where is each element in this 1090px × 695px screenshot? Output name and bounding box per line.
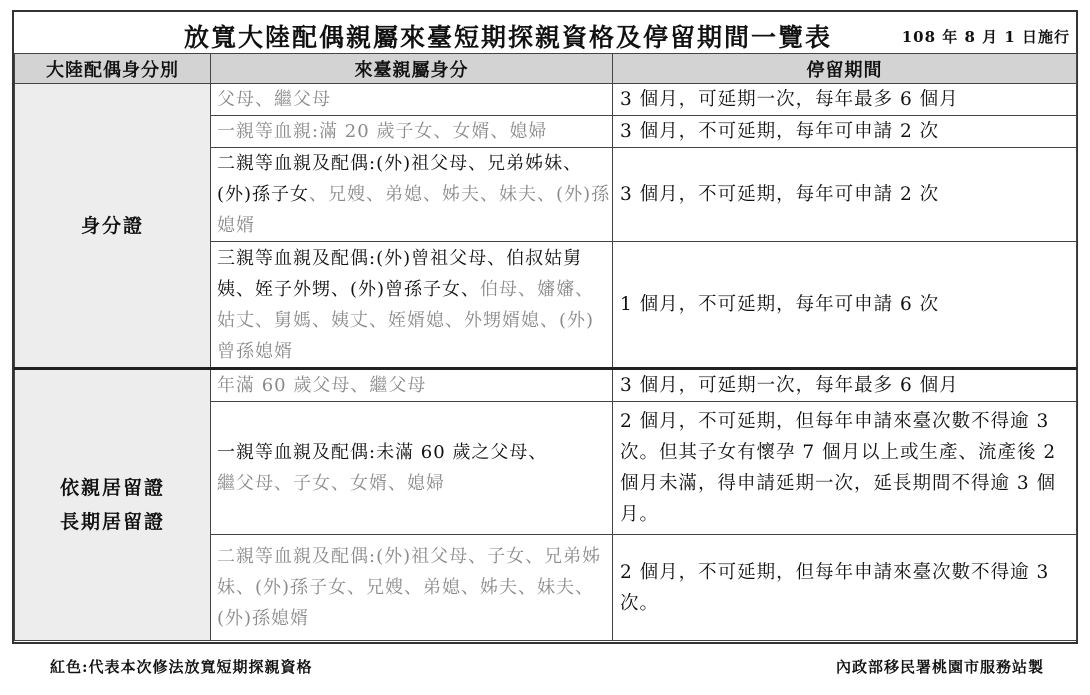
stay-cell: 3 個月，可延期一次，每年最多 6 個月 [613, 84, 1077, 116]
relative-text: 一親等血親及配偶:未滿 60 歲之父母、 [217, 442, 548, 463]
relative-text: 、女婿、媳婦 [433, 121, 548, 142]
relative-cell [211, 148, 613, 242]
relative-cell [211, 535, 613, 641]
header-stay-period: 停留期間 [613, 54, 1077, 84]
footer-producer: 內政部移民署桃園市服務站製 [835, 658, 1044, 676]
relative-text: 父母、繼父母 [217, 89, 331, 110]
page-title: 放寬大陸配偶親屬來臺短期探親資格及停留期間一覽表 [184, 23, 833, 52]
title-bar [14, 12, 1076, 53]
table-header-row [15, 54, 1077, 84]
eligibility-table [14, 53, 1077, 641]
header-relative-status: 來臺親屬身分 [211, 54, 613, 84]
relative-cell [211, 116, 613, 148]
relative-text: 一親等血親:滿 20 歲子女 [217, 121, 434, 142]
relative-text: 繼父母、子女、女婿、媳婦 [217, 473, 445, 494]
stay-cell: 1 個月，不可延期，每年可申請 6 次 [613, 242, 1077, 369]
header-spouse-status: 大陸配偶身分別 [15, 54, 211, 84]
relative-text: 年滿 60 歲父母、繼父母 [217, 375, 427, 396]
relative-cell [211, 242, 613, 369]
relative-text: 伯母、嬸嬸、姑丈、舅媽、姨丈、姪婿媳、外甥婿媳、(外)曾孫媳婿 [217, 278, 595, 362]
relative-cell [211, 84, 613, 116]
table-row [15, 84, 1077, 116]
relative-text: 、兄嫂、弟媳、姊夫、妹夫、(外)孫媳婿 [217, 184, 611, 236]
category-id-card: 身分證 [15, 84, 211, 369]
table-row [15, 369, 1077, 402]
stay-cell: 2 個月，不可延期，但每年申請來臺次數不得逾 3 次。 [613, 535, 1077, 641]
category-residence-permit [15, 369, 211, 641]
footer-legend: 紅色:代表本次修法放寬短期探親資格 [50, 658, 313, 676]
effective-date: 108 年 8 月 1 日施行 [901, 28, 1070, 46]
stay-cell: 3 個月，不可延期，每年可申請 2 次 [613, 148, 1077, 242]
relative-text: 三親等血親及配偶:(外)曾祖父母、伯叔姑舅姨、姪子外甥、(外)曾孫子女、 [217, 247, 583, 300]
stay-cell: 2 個月，不可延期，但每年申請來臺次數不得逾 3 次。但其子女有懷孕 7 個月以上或生產、流產後 2 個月未滿，得申請延期一次，延長期間不得逾 3 個月。 [613, 402, 1077, 535]
stay-cell: 3 個月，不可延期，每年可申請 2 次 [613, 116, 1077, 148]
relative-cell [211, 402, 613, 535]
stay-cell: 3 個月，可延期一次，每年最多 6 個月 [613, 369, 1077, 402]
document-sheet [12, 10, 1078, 644]
category-line: 長期居留證 [59, 511, 165, 533]
relative-text: 二親等血親及配偶:(外)祖父母、子女、兄弟姊妹、(外)孫子女、兄嫂、弟媳、姊夫、妹夫、(外)孫媳婿 [217, 546, 602, 629]
category-line: 依親居留證 [59, 477, 165, 499]
relative-cell [211, 369, 613, 402]
relative-text: 二親等血親及配偶:(外)祖父母、兄弟姊妹、(外)孫子女 [217, 153, 583, 205]
